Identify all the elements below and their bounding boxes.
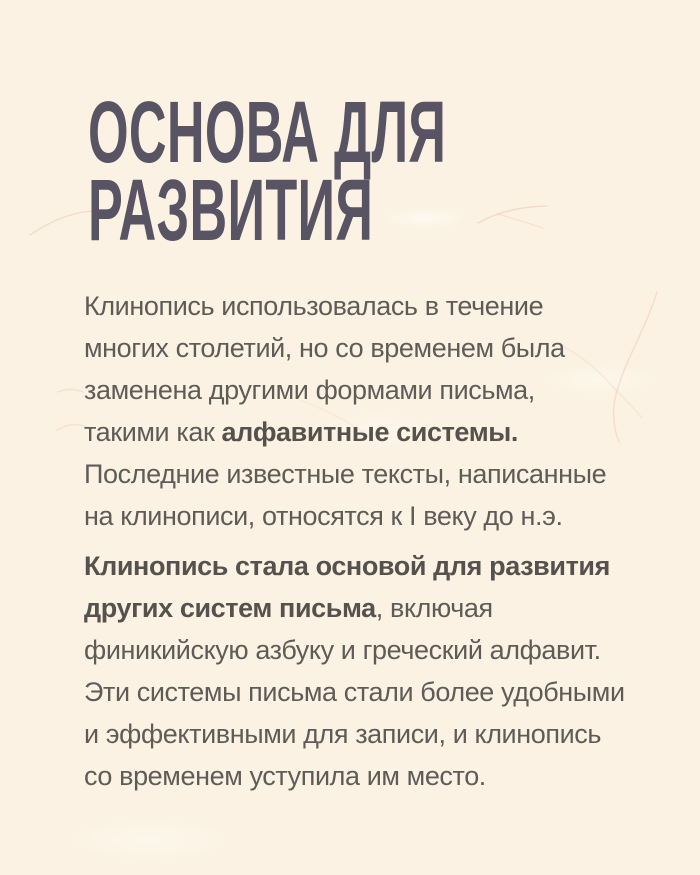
text-line: [84, 369, 625, 411]
text-line: [84, 545, 625, 587]
text-run: Последние известные тексты, написанные: [84, 459, 607, 489]
title-line-2: РАЗВИТИЯ: [88, 162, 374, 259]
text-line: [84, 285, 625, 327]
page-title: [88, 84, 447, 259]
text-run: многих столетий, но со временем была: [84, 333, 565, 363]
text-line: [84, 453, 625, 495]
text-line: [84, 327, 625, 369]
text-run: заменена другими формами письма,: [84, 375, 535, 405]
text-run: Эти системы письма стали более удобными: [84, 677, 625, 707]
paragraph: [84, 545, 625, 797]
text-line: [84, 755, 625, 797]
text-run: Клинопись использовалась в течение: [84, 291, 544, 321]
text-line: [84, 411, 625, 453]
bold-text-run: алфавитные системы.: [221, 417, 519, 447]
text-line: [84, 587, 625, 629]
text-line: [84, 671, 625, 713]
text-run: со временем уступила им место.: [84, 761, 486, 791]
text-line: [84, 713, 625, 755]
paragraph: [84, 285, 625, 537]
text-run: такими как: [84, 417, 222, 447]
bold-text-run: других систем письма: [84, 593, 376, 623]
text-line: [84, 629, 625, 671]
text-run: и эффективными для записи, и клинопись: [84, 719, 602, 749]
body-text: [84, 285, 625, 797]
text-run: на клинописи, относятся к I веку до н.э.: [84, 501, 563, 531]
title-line-1: ОСНОВА ДЛЯ: [88, 84, 447, 181]
text-run: , включая: [375, 593, 493, 623]
bold-text-run: Клинопись стала основой для развития: [84, 551, 610, 581]
text-run: финикийскую азбуку и греческий алфавит.: [84, 635, 601, 665]
text-line: [84, 495, 625, 537]
